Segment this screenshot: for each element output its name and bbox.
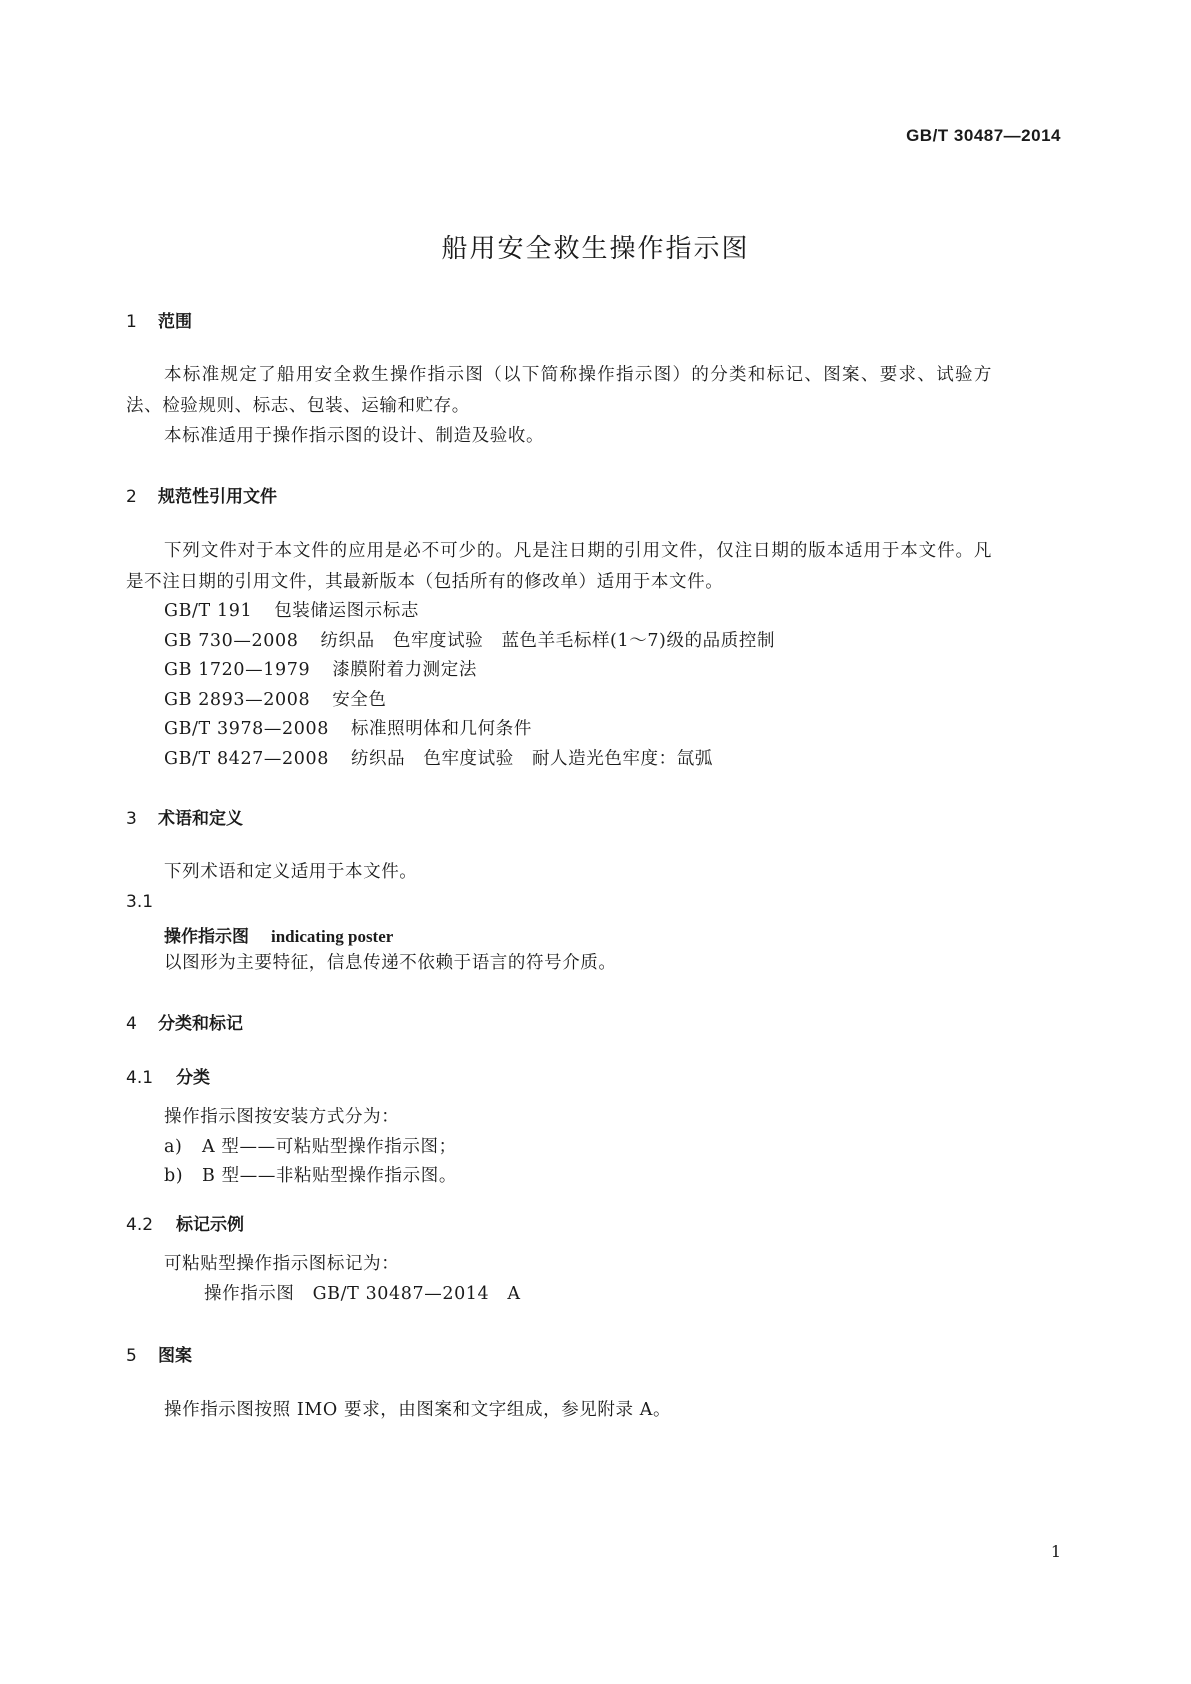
subsection-4-2-heading <box>126 1210 244 1235</box>
page-number: 1 <box>1050 1542 1061 1561</box>
reference-item <box>164 655 477 686</box>
reference-item <box>164 596 419 627</box>
section-number: 4 <box>126 1014 137 1034</box>
section-title: 规范性引用文件 <box>158 487 277 507</box>
subsection-number: 4.2 <box>126 1215 154 1235</box>
list-label: b) <box>164 1166 184 1186</box>
section-number: 1 <box>126 312 137 332</box>
section-4-heading <box>126 1009 243 1034</box>
reference-item <box>164 744 713 775</box>
section-5-heading <box>126 1341 192 1366</box>
section-2-heading <box>126 482 277 507</box>
reference-title: 标准照明体和几何条件 <box>350 719 532 739</box>
term-english: indicating poster <box>271 927 394 946</box>
reference-item <box>164 685 387 716</box>
reference-title: 安全色 <box>332 690 387 710</box>
reference-item <box>164 626 775 657</box>
term-number: 3.1 <box>126 892 154 912</box>
terms-intro: 下列术语和定义适用于本文件。 <box>164 862 418 882</box>
term-chinese: 操作指示图 <box>164 927 249 947</box>
section-title: 图案 <box>158 1346 192 1366</box>
section-title: 分类和标记 <box>158 1014 243 1034</box>
section-number: 3 <box>126 809 137 829</box>
subsection-4-1-heading <box>126 1063 210 1088</box>
reference-item <box>164 714 532 745</box>
subsection-title: 分类 <box>176 1068 210 1088</box>
standard-code: GB/T 30487—2014 <box>906 126 1061 145</box>
section-number: 5 <box>126 1346 137 1366</box>
reference-title: 漆膜附着力测定法 <box>332 660 477 680</box>
scope-paragraph-1: 本标准规定了船用安全救生操作指示图（以下简称操作指示图）的分类和标记、图案、要求、试验方法、检验规则、标志、包装、运输和贮存。 <box>126 365 992 416</box>
classification-intro: 操作指示图按安装方式分为： <box>164 1107 400 1127</box>
reference-code: GB/T 8427—2008 <box>164 749 329 769</box>
marking-intro: 可粘贴型操作指示图标记为： <box>164 1254 400 1274</box>
subsection-number: 4.1 <box>126 1068 154 1088</box>
list-text: A 型——可粘贴型操作指示图； <box>202 1137 457 1157</box>
reference-title: 包装储运图示标志 <box>274 601 419 621</box>
reference-code: GB 730—2008 <box>164 631 299 651</box>
reference-code: GB/T 3978—2008 <box>164 719 329 739</box>
reference-title: 纺织品 色牢度试验 蓝色羊毛标样(1～7)级的品质控制 <box>320 631 776 651</box>
reference-title: 纺织品 色牢度试验 耐人造光色牢度：氙弧 <box>350 749 713 769</box>
section-1-heading <box>126 307 192 332</box>
section-number: 2 <box>126 487 137 507</box>
term-entry <box>164 922 393 947</box>
subsection-title: 标记示例 <box>176 1215 244 1235</box>
list-label: a) <box>164 1137 183 1157</box>
list-item <box>164 1132 457 1163</box>
section-title: 范围 <box>158 312 192 332</box>
reference-code: GB 2893—2008 <box>164 690 311 710</box>
reference-code: GB/T 191 <box>164 601 253 621</box>
section-3-heading <box>126 804 243 829</box>
list-item <box>164 1161 457 1192</box>
normative-references-intro: 下列文件对于本文件的应用是必不可少的。凡是注日期的引用文件，仅注日期的版本适用于本文件。凡是不注日期的引用文件，其最新版本（包括所有的修改单）适用于本文件。 <box>126 541 992 592</box>
list-text: B 型——非粘贴型操作指示图。 <box>202 1166 457 1186</box>
section-title: 术语和定义 <box>158 809 243 829</box>
scope-paragraph-2: 本标准适用于操作指示图的设计、制造及验收。 <box>164 426 545 446</box>
term-definition: 以图形为主要特征，信息传递不依赖于语言的符号介质。 <box>164 953 617 973</box>
document-title: 船用安全救生操作指示图 <box>441 234 750 264</box>
reference-code: GB 1720—1979 <box>164 660 311 680</box>
marking-example: 操作指示图 GB/T 30487—2014 A <box>204 1284 521 1304</box>
pattern-paragraph: 操作指示图按照 IMO 要求，由图案和文字组成，参见附录 A。 <box>164 1400 672 1420</box>
